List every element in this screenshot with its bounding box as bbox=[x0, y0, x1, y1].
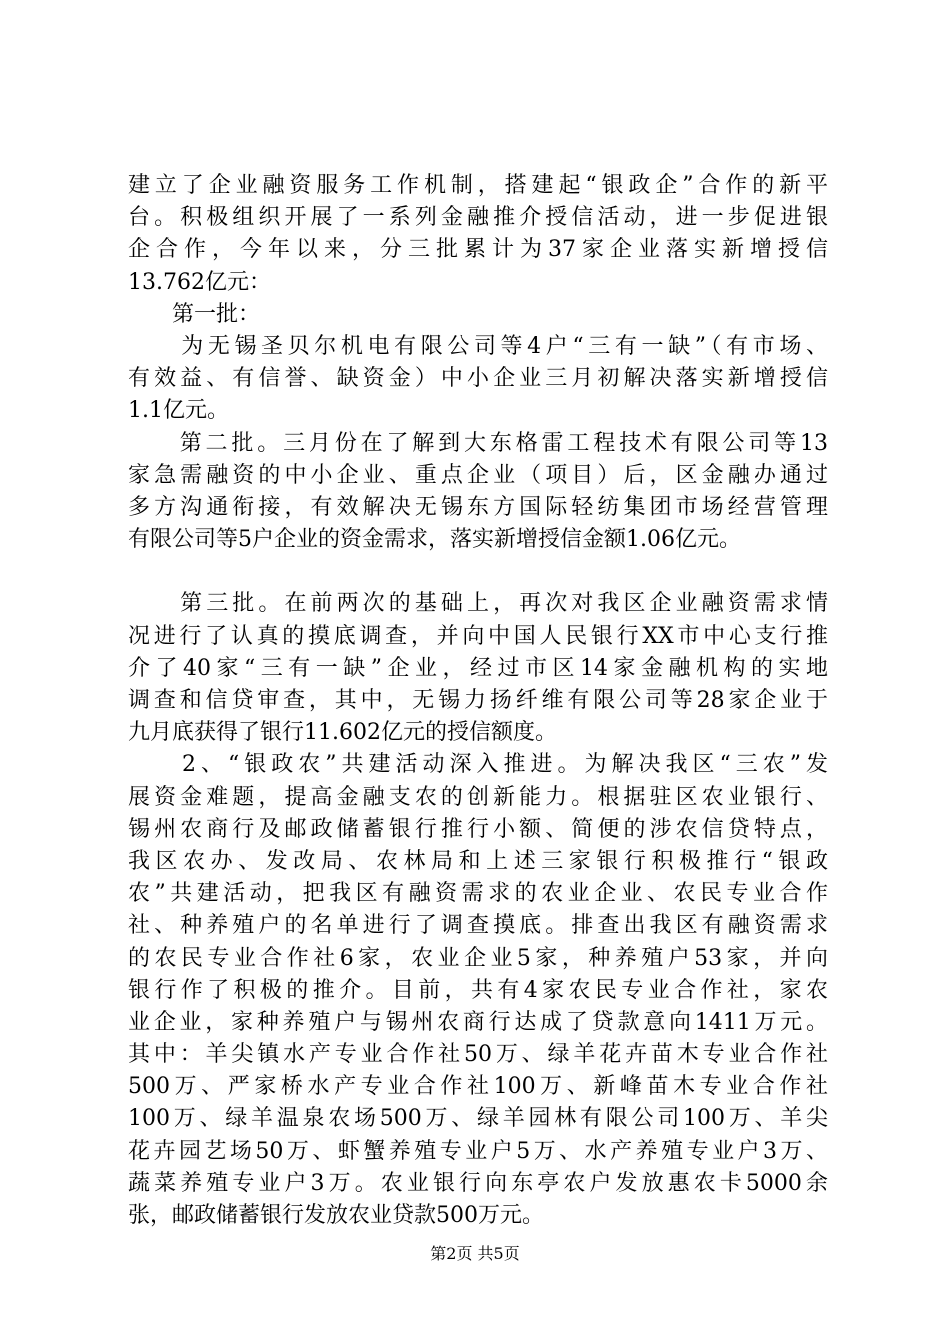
text-line: 多方沟通衔接，有效解决无锡东方国际轻纺集团市场经营管理 bbox=[128, 494, 828, 520]
page-footer: 第2页 共5页 bbox=[430, 1244, 520, 1263]
text-line: 张，邮政储蓄银行发放农业贷款500万元。 bbox=[128, 1203, 544, 1228]
text-line: 1.1亿元。 bbox=[128, 398, 229, 424]
text-line: 介了40家“三有一缺”企业，经过市区14家金融机构的实地 bbox=[128, 655, 828, 681]
text-line: 九月底获得了银行11.602亿元的授信额度。 bbox=[128, 720, 557, 746]
text-line: 第一批： bbox=[128, 301, 261, 327]
text-line: 展资金难题，提高金融支农的创新能力。根据驻区农业银行、 bbox=[128, 784, 828, 810]
text-line: 有效益、有信誉、缺资金）中小企业三月初解决落实新增授信 bbox=[128, 366, 828, 392]
text-line: 我区农办、发改局、农林局和上述三家银行积极推行“银政 bbox=[128, 848, 828, 874]
text-line: 花卉园艺场50万、虾蟹养殖专业户5万、水产养殖专业户3万、 bbox=[128, 1138, 828, 1164]
text-line: 的农民专业合作社6家，农业企业5家，种养殖户53家，并向 bbox=[128, 945, 828, 971]
text-line: 调查和信贷审查，其中，无锡力扬纤维有限公司等28家企业于 bbox=[128, 688, 828, 713]
text-line: 锡州农商行及邮政储蓄银行推行小额、简便的涉农信贷特点， bbox=[128, 816, 828, 842]
text-line: 蔬菜养殖专业户3万。农业银行向东亭农户发放惠农卡5000余 bbox=[128, 1170, 828, 1196]
text-line: 农”共建活动，把我区有融资需求的农业企业、农民专业合作 bbox=[128, 881, 828, 907]
text-line: 银行作了积极的推介。目前，共有4家农民专业合作社，家农 bbox=[128, 977, 828, 1003]
text-line: 家急需融资的中小企业、重点企业（项目）后，区金融办通过 bbox=[128, 462, 828, 488]
text-line: 为无锡圣贝尔机电有限公司等4户“三有一缺”（有市场、 bbox=[128, 333, 828, 359]
text-line: 2、“银政农”共建活动深入推进。为解决我区“三农”发 bbox=[128, 752, 828, 778]
text-line: 建立了企业融资服务工作机制，搭建起“银政企”合作的新平 bbox=[128, 173, 828, 198]
text-line: 台。积极组织开展了一系列金融推介授信活动，进一步促进银 bbox=[128, 205, 828, 231]
text-line: 500万、严家桥水产专业合作社100万、新峰苗木专业合作社 bbox=[128, 1074, 828, 1100]
blank-line bbox=[128, 556, 828, 588]
text-line: 况进行了认真的摸底调查，并向中国人民银行XX市中心支行推 bbox=[128, 623, 828, 649]
text-line: 其中：羊尖镇水产专业合作社50万、绿羊花卉苗木专业合作社 bbox=[128, 1042, 828, 1068]
text-line: 社、种养殖户的名单进行了调查摸底。排查出我区有融资需求 bbox=[128, 913, 828, 939]
body-text bbox=[128, 170, 828, 1232]
text-line: 100万、绿羊温泉农场500万、绿羊园林有限公司100万、羊尖 bbox=[128, 1106, 828, 1132]
text-line: 业企业，家种养殖户与锡州农商行达成了贷款意向1411万元。 bbox=[128, 1009, 828, 1035]
text-line: 第三批。在前两次的基础上，再次对我区企业融资需求情 bbox=[128, 591, 828, 617]
text-line: 第二批。三月份在了解到大东格雷工程技术有限公司等13 bbox=[128, 430, 828, 456]
text-line: 13.762亿元： bbox=[128, 269, 271, 295]
text-line: 企合作，今年以来，分三批累计为37家企业落实新增授信 bbox=[128, 237, 828, 263]
text-line: 有限公司等5户企业的资金需求，落实新增授信金额1.06亿元。 bbox=[128, 527, 741, 553]
